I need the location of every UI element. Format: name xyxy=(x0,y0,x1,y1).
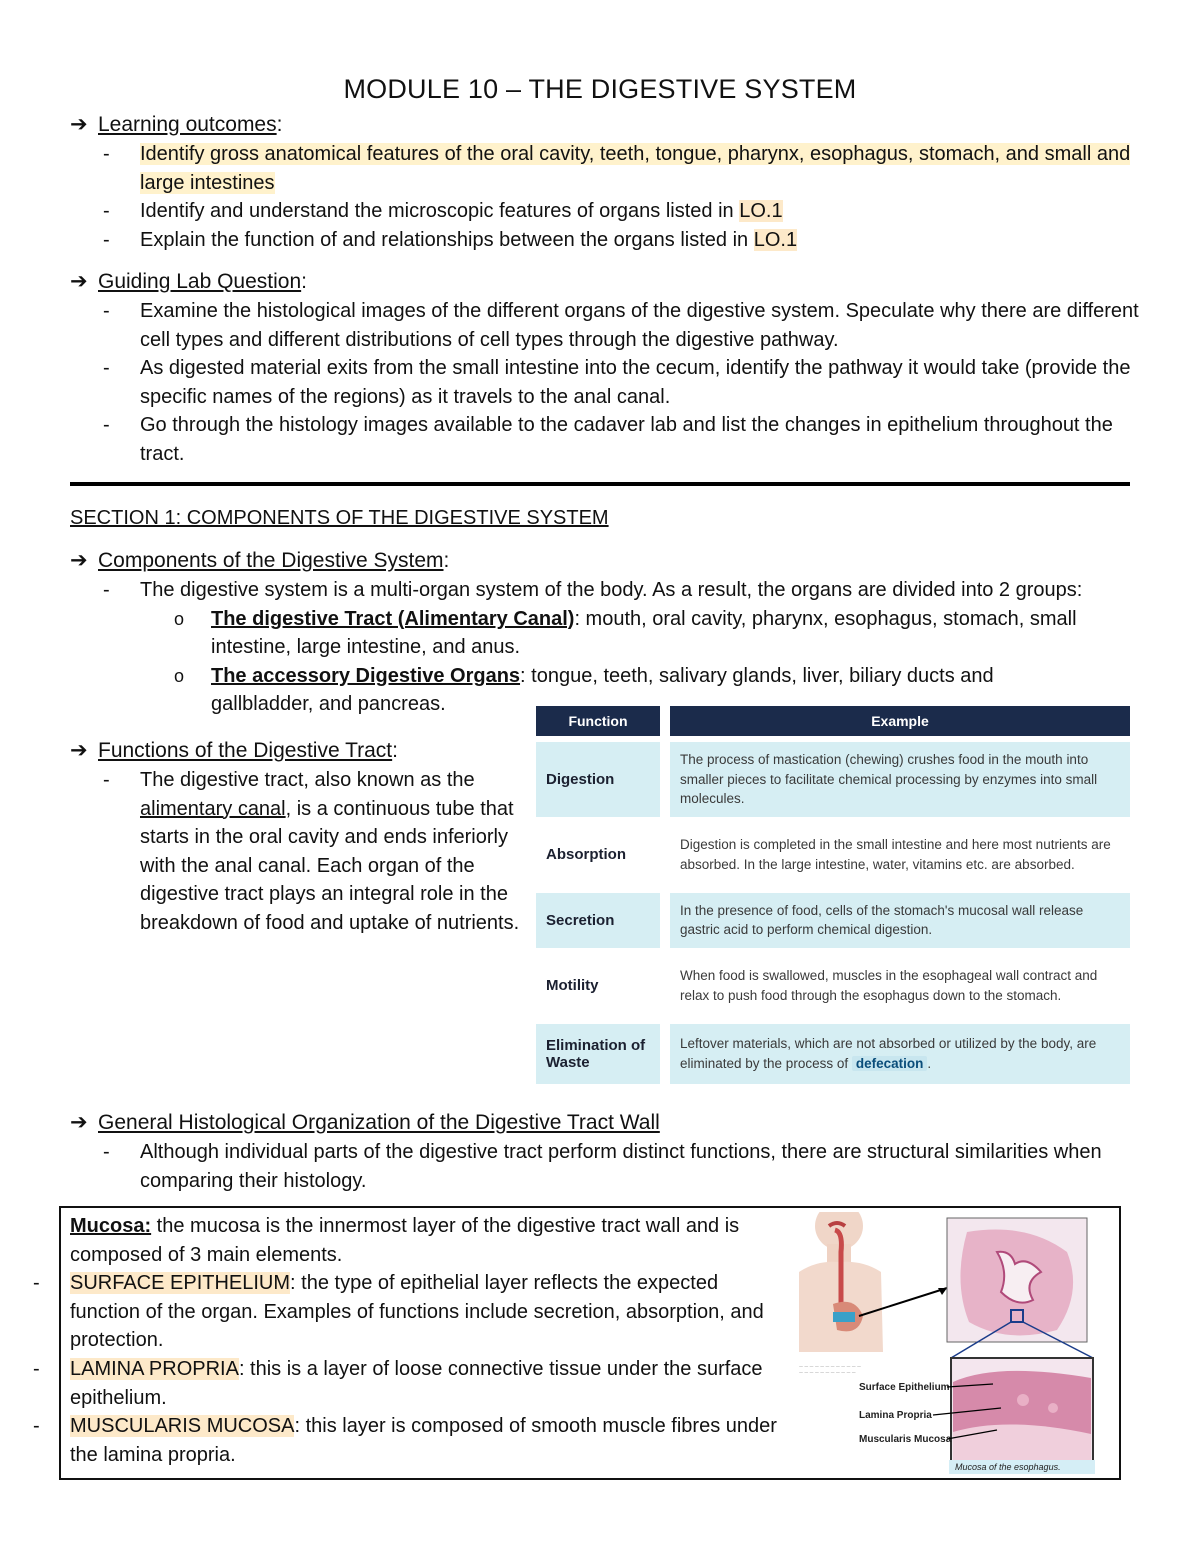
figure-label: Lamina Propria xyxy=(859,1410,932,1421)
figure-label: Surface Epithelium xyxy=(859,1382,950,1393)
arrow-icon: ➔ xyxy=(70,113,88,136)
learning-outcomes xyxy=(70,111,1140,254)
accessory-organs-item: o The accessory Digestive Organs: tongue, teeth, salivary glands, liver, biliary ducts and gallbladder, and pancreas. xyxy=(70,662,1140,719)
mucosa-figure xyxy=(797,1212,1117,1474)
table-row xyxy=(536,893,1130,948)
svg-text:— — — — — — — — — — —: — — — — — — — — — — — xyxy=(799,1370,856,1375)
guiding-lab-question xyxy=(70,268,1140,469)
guiding-item: - Go through the histology images available to the cadaver lab and list the changes in epithelium throughout the tract. xyxy=(70,411,1140,468)
table-row xyxy=(536,1024,1130,1084)
mucosa-histology-image xyxy=(949,1358,1095,1474)
functions-table-wrap xyxy=(526,700,1140,1090)
arrow-icon: ➔ xyxy=(70,270,88,293)
histology-heading: ➔ General Histological Organization of the Digestive Tract Wall xyxy=(70,1109,1140,1137)
components-heading: ➔ Components of the Digestive System: xyxy=(70,547,1140,575)
function-cell: Motility xyxy=(546,977,599,994)
example-cell: When food is swallowed, muscles in the esophageal wall contract and relax to push food through the esophagus down to the stomach. xyxy=(680,968,1098,1003)
anatomy-illustration-icon xyxy=(799,1212,883,1375)
svg-text:— — — — — — — — — — — —: — — — — — — — — — — — — xyxy=(799,1364,861,1369)
example-cell: Leftover materials, which are not absorbed or utilized by the body, are eliminated by the process of defecation . xyxy=(670,1024,1130,1084)
functions-heading: ➔ Functions of the Digestive Tract: xyxy=(70,737,525,765)
mucosa-intro: Mucosa: the mucosa is the innermost layer of the digestive tract wall and is composed of 3 main elements. xyxy=(70,1215,740,1266)
guiding-item: - As digested material exits from the small intestine into the cecum, identify the pathway it would take (provide the specific names of the regions) as it travels to the anal canal. xyxy=(70,354,1140,411)
table-header-example: Example xyxy=(670,706,1130,736)
defecation-link[interactable]: defecation xyxy=(852,1056,928,1071)
mucosa-text xyxy=(70,1212,785,1469)
section-heading: SECTION 1: COMPONENTS OF THE DIGESTIVE SYSTEM xyxy=(70,507,609,529)
example-cell: In the presence of food, cells of the stomach's mucosal wall release gastric acid to perform chemical digestion. xyxy=(670,893,1130,948)
esophagus-cross-section-image xyxy=(947,1218,1087,1342)
example-cell: Digestion is completed in the small intestine and here most nutrients are absorbed. In the large intestine, water, vitamins etc. are absorbed. xyxy=(680,837,1111,872)
mucosa-item: - LAMINA PROPRIA: this is a layer of loose connective tissue under the surface epithelium. xyxy=(0,1355,785,1412)
table-row xyxy=(536,823,1130,887)
figure-label: Muscularis Mucosa xyxy=(859,1434,952,1445)
section-divider xyxy=(70,482,1130,486)
example-cell: The process of mastication (chewing) crushes food in the mouth into smaller pieces to facilitate chemical processing by enzymes into small molecules. xyxy=(670,742,1130,817)
histology-text: - Although individual parts of the digestive tract perform distinct functions, there are structural similarities when comparing their histology. xyxy=(70,1138,1140,1195)
mucosa-box xyxy=(59,1206,1121,1480)
mucosa-item: - MUSCULARIS MUCOSA: this layer is composed of smooth muscle fibres under the lamina propria. xyxy=(0,1412,785,1469)
function-cell: Absorption xyxy=(546,846,626,863)
page-title: MODULE 10 – THE DIGESTIVE SYSTEM xyxy=(343,74,857,104)
histology-section xyxy=(70,1109,1140,1195)
arrow-icon: ➔ xyxy=(70,739,88,762)
learning-outcome-item: - Explain the function of and relationships between the organs listed in LO.1 xyxy=(70,226,1140,255)
mucosa-item: - SURFACE EPITHELIUM: the type of epithelial layer reflects the expected function of the organ. Examples of functions include secretion, absorption, and protection. xyxy=(0,1269,785,1355)
figure-caption: Mucosa of the esophagus. xyxy=(955,1462,1061,1472)
guiding-item: - Examine the histological images of the different organs of the digestive system. Speculate why there are different cell types and different distributions of cell types through the digestive pathway. xyxy=(70,297,1140,354)
table-row xyxy=(536,742,1130,817)
learning-outcome-item: - Identify gross anatomical features of the oral cavity, teeth, tongue, pharynx, esophagus, stomach, and small and large intestines xyxy=(70,140,1140,197)
arrow-icon: ➔ xyxy=(70,1111,88,1134)
arrow-icon: ➔ xyxy=(70,549,88,572)
learning-outcome-item: - Identify and understand the microscopic features of organs listed in LO.1 xyxy=(70,197,1140,226)
table-header-function: Function xyxy=(536,706,660,736)
function-cell: Secretion xyxy=(536,893,660,948)
function-cell: Elimination of Waste xyxy=(536,1024,660,1084)
components-section xyxy=(70,547,1140,719)
guiding-lab-heading: ➔ Guiding Lab Question: xyxy=(70,268,1140,296)
learning-outcomes-heading: ➔ Learning outcomes: xyxy=(70,111,1140,139)
functions-text: - The digestive tract, also known as the alimentary canal, is a continuous tube that starts in the oral cavity and ends inferiorly with the anal canal. Each organ of the digestive tract plays an integral role in the breakdown of food and uptake of nutrients. xyxy=(70,766,525,938)
functions-section xyxy=(70,737,525,938)
components-intro: - The digestive system is a multi-organ system of the body. As a result, the organs are divided into 2 groups: xyxy=(70,576,1140,605)
function-cell: Digestion xyxy=(536,742,660,817)
table-row xyxy=(536,954,1130,1018)
functions-table xyxy=(526,700,1140,1090)
digestive-tract-item: o The digestive Tract (Alimentary Canal): mouth, oral cavity, pharynx, esophagus, stomach, small intestine, large intestine, and anus. xyxy=(70,605,1140,662)
